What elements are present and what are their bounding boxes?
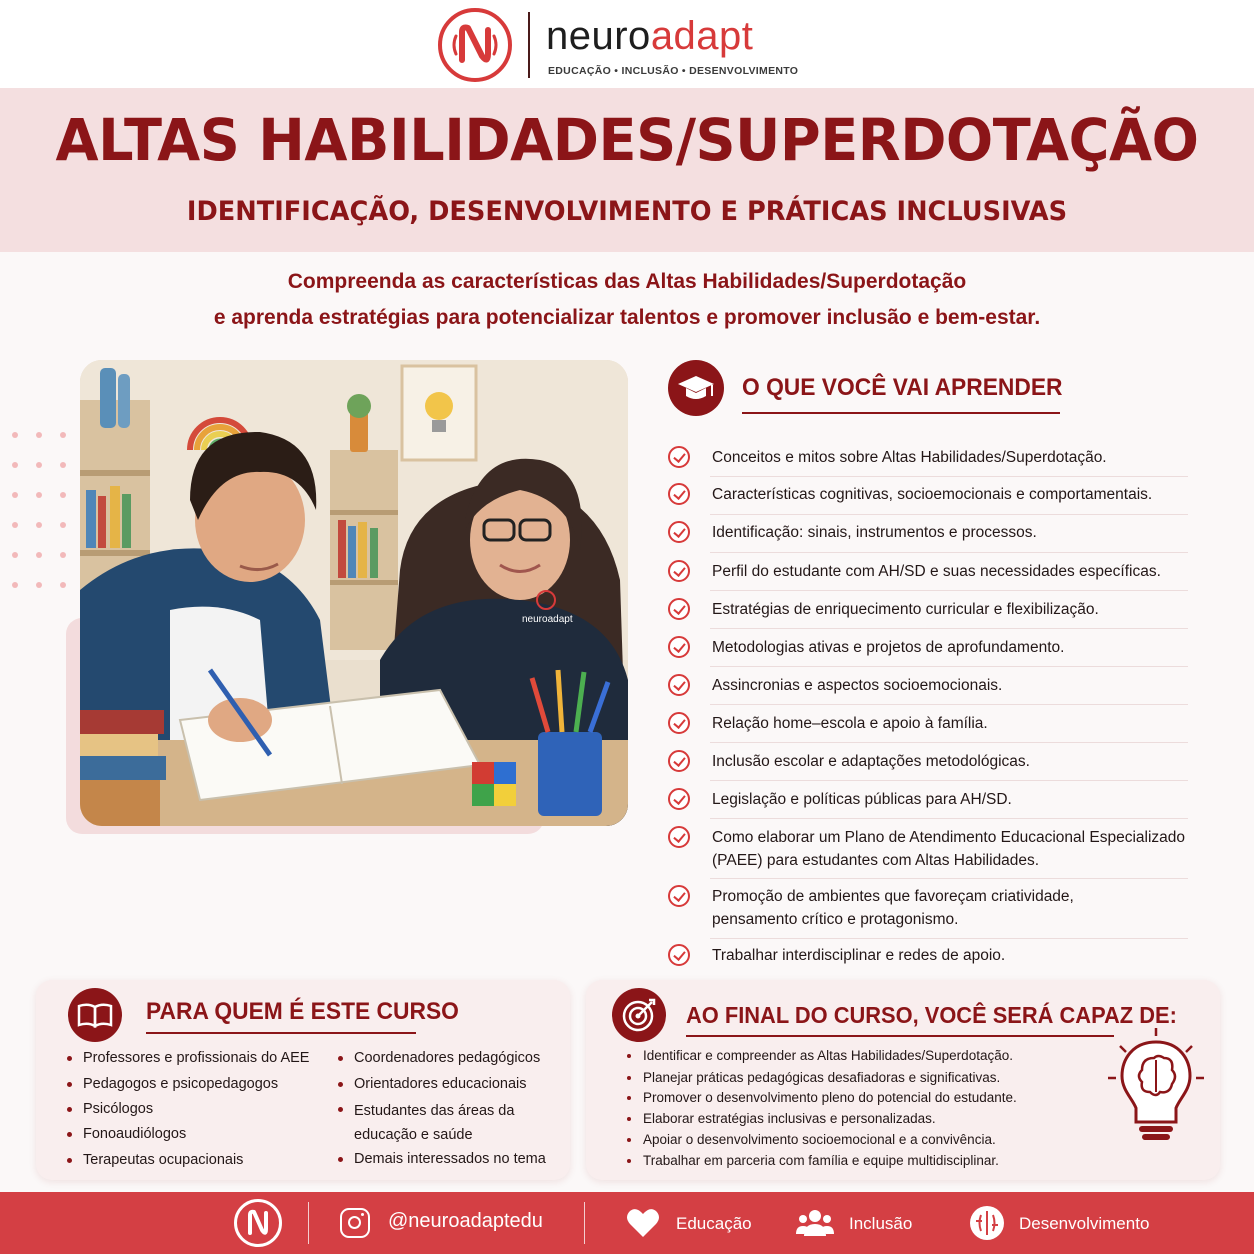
shirt-logo-text: neuroadapt: [522, 614, 573, 625]
learn-item-text: Metodologias ativas e projetos de aprofundamento.: [712, 639, 1065, 656]
graduation-cap-icon: [668, 360, 724, 416]
page-subtitle: IDENTIFICAÇÃO, DESENVOLVIMENTO E PRÁTICAS INCLUSIVAS: [186, 196, 1068, 227]
audience-card: [36, 980, 570, 1180]
audience-item: Estudantes das áreas da educação e saúde: [354, 1099, 568, 1147]
check-circle-icon: [668, 521, 690, 543]
outcomes-title-underline: [686, 1035, 1114, 1037]
learn-section-title: O QUE VOCÊ VAI APRENDER: [742, 374, 1063, 401]
learn-item-text: Estratégias de enriquecimento curricular e flexibilização.: [712, 601, 1099, 618]
learn-item-text: Promoção de ambientes que favoreçam criatividade, pensamento crítico e protagonismo.: [712, 888, 1074, 928]
footer-logo-icon: [234, 1199, 282, 1247]
intro-line-1: Compreenda as características das Altas Habilidades/Superdotação: [287, 270, 967, 293]
learn-item-text: Legislação e políticas públicas para AH/SD.: [712, 791, 1012, 808]
title-band: [0, 88, 1254, 252]
check-circle-icon: [668, 598, 690, 620]
check-circle-icon: [668, 712, 690, 734]
audience-item: Professores e profissionais do AEE: [83, 1050, 310, 1066]
check-circle-icon: [668, 446, 690, 468]
target-icon: [612, 988, 666, 1042]
audience-item: Terapeutas ocupacionais: [83, 1152, 244, 1168]
outcome-item: Identificar e compreender as Altas Habilidades/Superdotação.: [643, 1048, 1013, 1063]
learn-item-text: Perfil do estudante com AH/SD e suas necessidades específicas.: [712, 563, 1161, 580]
audience-item: Demais interessados no tema: [354, 1151, 546, 1167]
check-circle-icon: [668, 788, 690, 810]
audience-item: Pedagogos e psicopedagogos: [83, 1076, 279, 1092]
outcomes-title: AO FINAL DO CURSO, VOCÊ SERÁ CAPAZ DE:: [686, 1002, 1177, 1028]
instagram-handle[interactable]: @neuroadaptedu: [388, 1210, 543, 1232]
intro-line-2: e aprenda estratégias para potencializar talentos e promover inclusão e bem-estar.: [213, 306, 1041, 329]
audience-item: Coordenadores pedagógicos: [354, 1050, 541, 1066]
learn-item-text: Identificação: sinais, instrumentos e processos.: [712, 524, 1037, 541]
outcome-item: Promover o desenvolvimento pleno do potencial do estudante.: [643, 1090, 1017, 1105]
footer-pillar-inclusion: Inclusão: [849, 1214, 913, 1233]
outcome-item: Trabalhar em parceria com família e equipe multidisciplinar.: [643, 1153, 999, 1168]
check-circle-icon: [668, 636, 690, 658]
classroom-photo: [80, 360, 628, 826]
check-circle-icon: [668, 885, 690, 907]
check-circle-icon: [668, 944, 690, 966]
check-circle-icon: [668, 560, 690, 582]
audience-item: Orientadores educacionais: [354, 1076, 527, 1092]
brain-n-logo-icon: [438, 8, 512, 82]
audience-title: PARA QUEM É ESTE CURSO: [146, 998, 459, 1025]
logo-header: [0, 0, 1254, 88]
check-circle-icon: [668, 674, 690, 696]
audience-item: Fonoaudiólogos: [83, 1126, 187, 1142]
lightbulb-brain-icon: [1106, 1026, 1206, 1156]
footer-pillar-development: Desenvolvimento: [1019, 1214, 1150, 1233]
instagram-icon[interactable]: [340, 1208, 370, 1238]
learn-item-text: Inclusão escolar e adaptações metodológicas.: [712, 753, 1030, 770]
audience-title-underline: [146, 1032, 416, 1034]
learn-item-text: Como elaborar um Plano de Atendimento Educacional Especializado (PAEE) para estudantes com Altas Habilidades.: [712, 829, 1186, 869]
page-title: ALTAS HABILIDADES/SUPERDOTAÇÃO: [55, 106, 1199, 174]
logo-divider: [528, 12, 530, 78]
learn-item-text: Conceitos e mitos sobre Altas Habilidades/Superdotação.: [712, 449, 1107, 466]
learn-item-text: Assincronias e aspectos socioemocionais.: [712, 677, 1003, 694]
open-book-icon: [68, 988, 122, 1042]
brand-name: neuroadapt: [546, 14, 754, 58]
outcome-item: Elaborar estratégias inclusivas e personalizadas.: [643, 1111, 936, 1126]
audience-item: Psicólogos: [83, 1101, 154, 1117]
learn-item-text: Características cognitivas, socioemocionais e comportamentais.: [712, 486, 1153, 503]
learn-item-text: Trabalhar interdisciplinar e redes de apoio.: [712, 947, 1006, 964]
check-circle-icon: [668, 826, 690, 848]
people-icon: [796, 1208, 834, 1243]
brain-icon: [970, 1206, 1004, 1240]
check-circle-icon: [668, 483, 690, 505]
outcome-item: Planejar práticas pedagógicas desafiadoras e significativas.: [643, 1070, 1001, 1085]
heart-icon: [626, 1207, 660, 1244]
brand-tagline: EDUCAÇÃO • INCLUSÃO • DESENVOLVIMENTO: [548, 65, 799, 77]
footer-bar: [0, 1192, 1254, 1254]
check-circle-icon: [668, 750, 690, 772]
learn-title-underline: [742, 412, 1060, 414]
outcome-item: Apoiar o desenvolvimento socioemocional e a convivência.: [643, 1132, 996, 1147]
footer-pillar-education: Educação: [676, 1214, 752, 1233]
learn-item-text: Relação home–escola e apoio à família.: [712, 715, 988, 732]
